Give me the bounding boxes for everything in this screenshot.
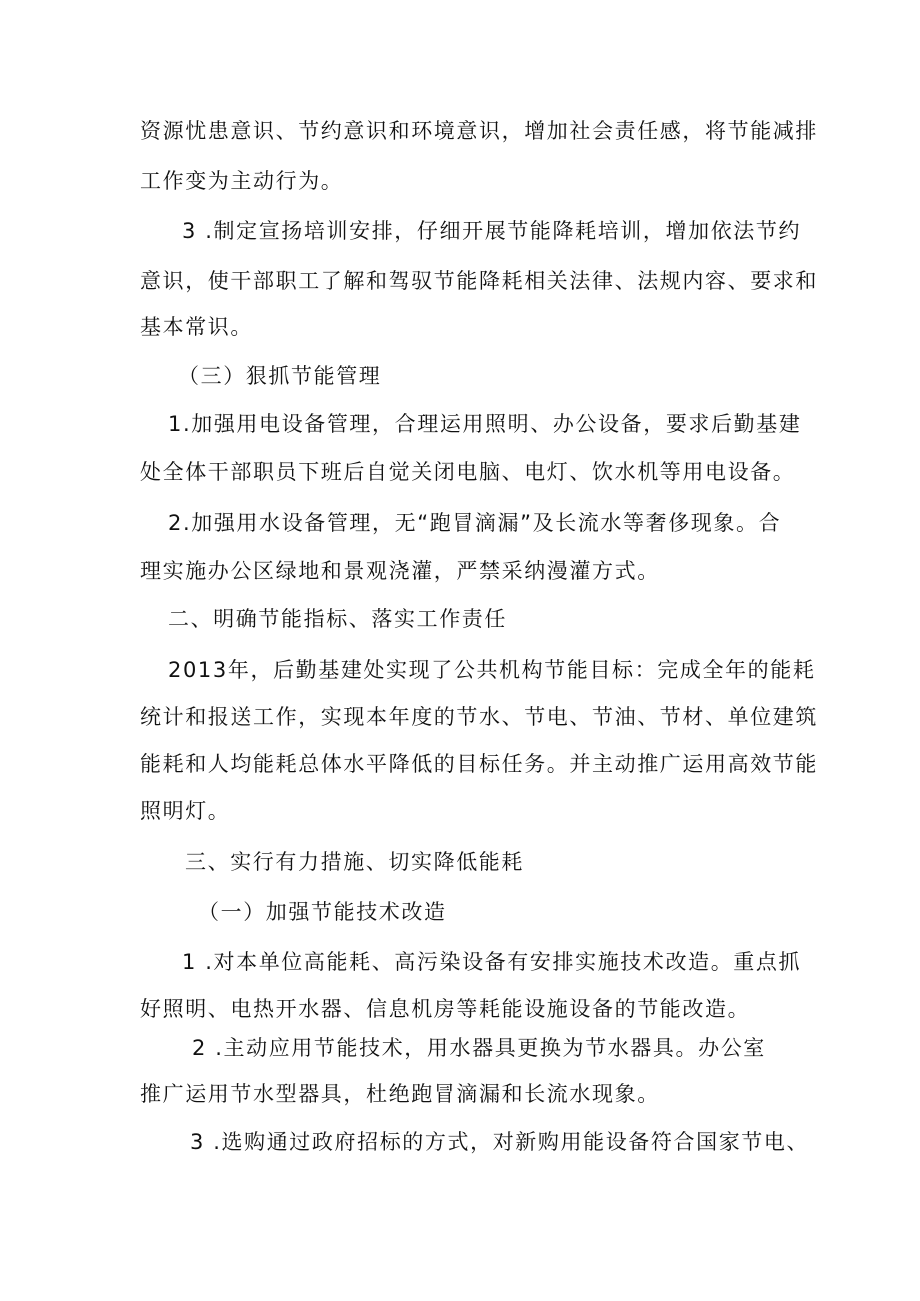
paragraph-line: 资源忧患意识、节约意识和环境意识，增加社会责任感，将节能减排 (140, 119, 818, 143)
paragraph-line: 2013年，后勤基建处实现了公共机构节能目标：完成全年的能耗 (168, 658, 816, 682)
section-heading: 三、实行有力措施、切实降低能耗 (185, 850, 524, 874)
paragraph-line: 3 .制定宣扬培训安排，仔细开展节能降耗培训，增加依法节约 (182, 219, 802, 243)
paragraph-line: 统计和报送工作，实现本年度的节水、节电、节油、节材、单位建筑 (140, 705, 818, 729)
paragraph-line: 理实施办公区绿地和景观浇灌，严禁采纳漫灌方式。 (140, 559, 660, 583)
paragraph-line: 意识，使干部职工了解和驾驭节能降耗相关法律、法规内容、要求和 (140, 269, 818, 293)
paragraph-line: 处全体干部职员下班后自觉关闭电脑、电灯、饮水机等用电设备。 (140, 460, 796, 484)
section-heading: 二、明确节能指标、落实工作责任 (168, 607, 507, 631)
section-heading: （一）加强节能技术改造 (198, 900, 447, 924)
paragraph-line: 好照明、电热开水器、信息机房等耗能设施设备的节能改造。 (140, 997, 751, 1021)
paragraph-line: 能耗和人均能耗总体水平降低的目标任务。并主动推广运用高效节能 (140, 752, 818, 776)
paragraph-line: 照明灯。 (140, 799, 231, 823)
paragraph-line: 2.加强用水设备管理，无“跑冒滴漏”及长流水等奢侈现象。合 (168, 511, 782, 535)
paragraph-line: 3 .选购通过政府招标的方式，对新购用能设备符合国家节电、 (190, 1130, 810, 1154)
section-heading: （三）狠抓节能管理 (178, 364, 382, 388)
paragraph-line: 基本常识。 (140, 315, 253, 339)
paragraph-line: 2 .主动应用节能技术，用水器具更换为节水器具。办公室 (192, 1036, 766, 1060)
paragraph-line: 推广运用节水型器具，杜绝跑冒滴漏和长流水现象。 (140, 1082, 660, 1106)
paragraph-line: 1 .对本单位高能耗、高污染设备有安排实施技术改造。重点抓 (182, 950, 802, 974)
paragraph-line: 1.加强用电设备管理，合理运用照明、办公设备，要求后勤基建 (168, 412, 802, 436)
paragraph-line: 工作变为主动行为。 (140, 169, 344, 193)
